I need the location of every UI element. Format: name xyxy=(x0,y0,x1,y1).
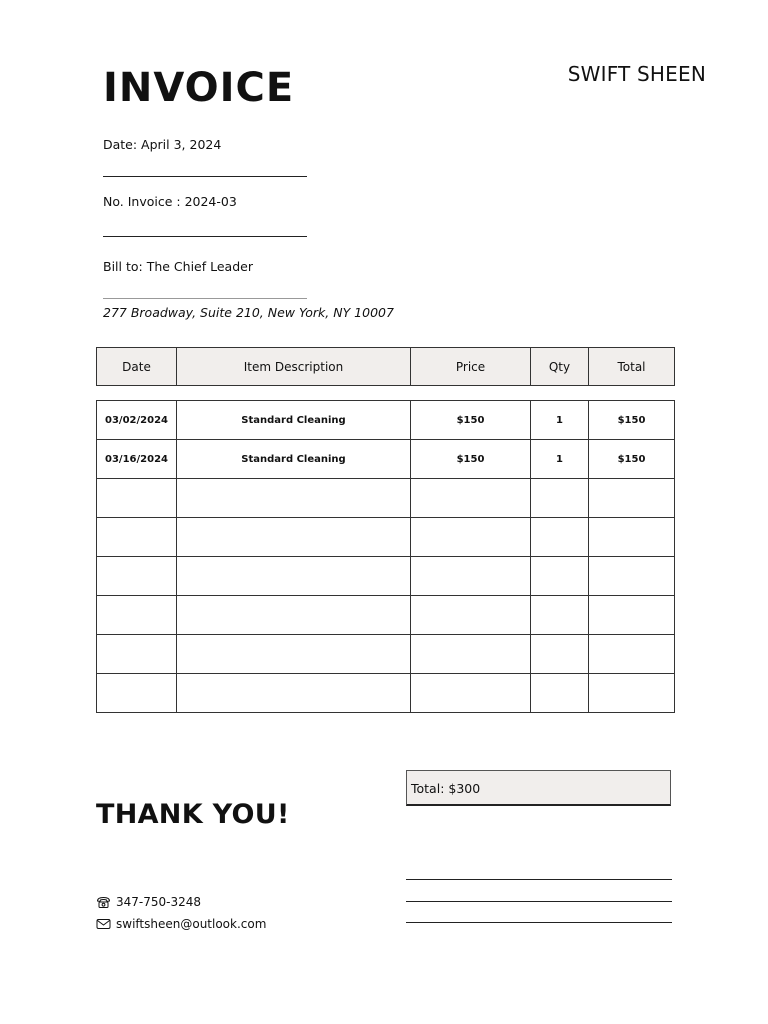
table-row xyxy=(97,557,675,596)
envelope-icon xyxy=(96,918,111,930)
table-row xyxy=(97,518,675,557)
total-amount: Total: $300 xyxy=(411,781,481,796)
cell-total: $150 xyxy=(589,401,675,440)
signature-line xyxy=(406,879,672,880)
total-box xyxy=(406,770,671,806)
column-header-date: Date xyxy=(97,348,177,386)
cell-price xyxy=(411,518,531,557)
cell-qty xyxy=(531,479,589,518)
items-table xyxy=(96,400,675,713)
cell-price xyxy=(411,479,531,518)
cell-qty: 1 xyxy=(531,401,589,440)
cell-price xyxy=(411,557,531,596)
contact-phone xyxy=(96,894,201,910)
cell-description: Standard Cleaning xyxy=(177,401,411,440)
cell-total xyxy=(589,479,675,518)
cell-description xyxy=(177,518,411,557)
cell-date xyxy=(97,557,177,596)
cell-price xyxy=(411,596,531,635)
cell-price: $150 xyxy=(411,401,531,440)
contact-email xyxy=(96,916,266,932)
email-address: swiftsheen@outlook.com xyxy=(116,917,267,931)
cell-date xyxy=(97,518,177,557)
bill-to: Bill to: The Chief Leader xyxy=(103,259,253,274)
table-row xyxy=(97,596,675,635)
column-header-price: Price xyxy=(411,348,531,386)
cell-description xyxy=(177,479,411,518)
date-rule xyxy=(103,176,307,177)
cell-qty xyxy=(531,557,589,596)
phone-icon xyxy=(96,896,111,909)
cell-total xyxy=(589,596,675,635)
cell-price: $150 xyxy=(411,440,531,479)
cell-qty xyxy=(531,674,589,713)
cell-price xyxy=(411,635,531,674)
table-row xyxy=(97,401,675,440)
items-table-header xyxy=(96,347,675,386)
table-row xyxy=(97,674,675,713)
column-header-qty: Qty xyxy=(531,348,589,386)
cell-date xyxy=(97,635,177,674)
cell-qty xyxy=(531,635,589,674)
phone-number: 347-750-3248 xyxy=(116,895,202,909)
bill-to-address: 277 Broadway, Suite 210, New York, NY 10007 xyxy=(103,305,394,320)
cell-description xyxy=(177,596,411,635)
cell-description xyxy=(177,557,411,596)
invoice-date: Date: April 3, 2024 xyxy=(103,137,222,152)
cell-total xyxy=(589,518,675,557)
signature-line xyxy=(406,901,672,902)
table-row xyxy=(97,479,675,518)
cell-qty xyxy=(531,518,589,557)
cell-description: Standard Cleaning xyxy=(177,440,411,479)
thank-you-heading: THANK YOU! xyxy=(96,799,290,830)
bill-to-rule xyxy=(103,298,307,299)
invoice-number-rule xyxy=(103,236,307,237)
invoice-title: INVOICE xyxy=(103,65,295,111)
invoice-number: No. Invoice : 2024-03 xyxy=(103,194,237,209)
cell-total xyxy=(589,635,675,674)
cell-price xyxy=(411,674,531,713)
signature-line xyxy=(406,922,672,923)
column-header-total: Total xyxy=(589,348,675,386)
cell-date: 03/16/2024 xyxy=(97,440,177,479)
cell-qty: 1 xyxy=(531,440,589,479)
table-row xyxy=(97,440,675,479)
brand-name: SWIFT SHEEN xyxy=(567,62,706,86)
cell-date: 03/02/2024 xyxy=(97,401,177,440)
table-row xyxy=(97,635,675,674)
cell-date xyxy=(97,674,177,713)
cell-total: $150 xyxy=(589,440,675,479)
cell-date xyxy=(97,596,177,635)
column-header-description: Item Description xyxy=(177,348,411,386)
cell-total xyxy=(589,557,675,596)
cell-description xyxy=(177,674,411,713)
cell-description xyxy=(177,635,411,674)
cell-qty xyxy=(531,596,589,635)
cell-date xyxy=(97,479,177,518)
cell-total xyxy=(589,674,675,713)
